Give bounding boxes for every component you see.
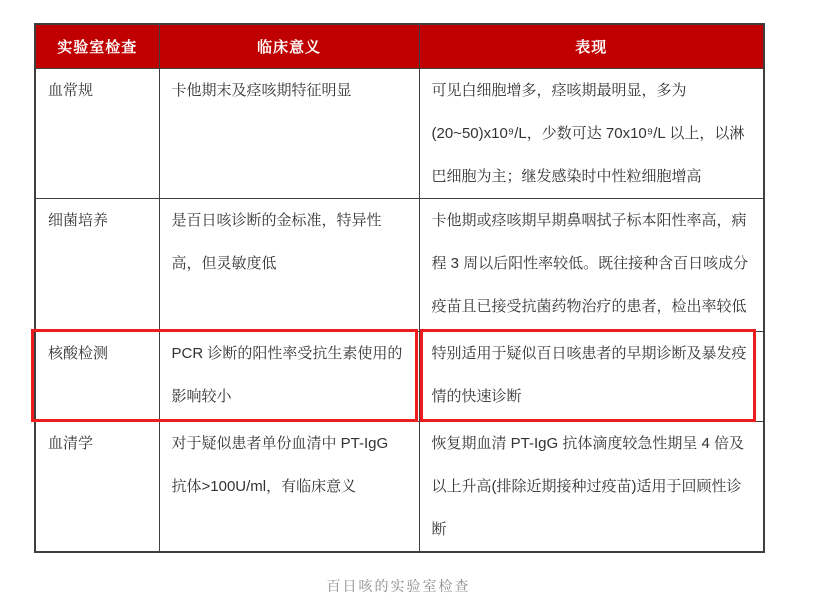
cell-manifestation: 卡他期或痉咳期早期鼻咽拭子标本阳性率高，病程 3 周以后阳性率较低。既往接种含百日咳成分疫苗且已接受抗菌药物治疗的患者，检出率较低: [419, 198, 764, 331]
header-cell-lab-test: 实验室检查: [35, 24, 159, 68]
cell-significance: 是百日咳诊断的金标准，特异性高，但灵敏度低: [159, 198, 419, 331]
header-row: [35, 24, 764, 68]
table-row: [35, 68, 764, 198]
table-row-highlighted: [35, 331, 764, 421]
cell-test-name: 核酸检测: [35, 331, 159, 421]
table-row: [35, 421, 764, 552]
cell-manifestation: 恢复期血清 PT-IgG 抗体滴度较急性期呈 4 倍及以上升高(排除近期接种过疫苗)适用于回顾性诊断: [419, 421, 764, 552]
header-cell-manifestation: 表现: [419, 24, 764, 68]
header-cell-clinical-significance: 临床意义: [159, 24, 419, 68]
table-caption: 百日咳的实验室检查: [326, 578, 471, 594]
cell-significance: 卡他期末及痉咳期特征明显: [159, 68, 419, 198]
cell-test-name: 血清学: [35, 421, 159, 552]
cell-manifestation: 特别适用于疑似百日咳患者的早期诊断及暴发疫情的快速诊断: [419, 331, 764, 421]
cell-test-name: 血常规: [35, 68, 159, 198]
cell-manifestation: 可见白细胞增多，痉咳期最明显，多为(20~50)x10⁹/L，少数可达 70x10⁹/L 以上，以淋巴细胞为主；继发感染时中性粒细胞增高: [419, 68, 764, 198]
lab-tests-table: [34, 23, 765, 553]
cell-significance: 对于疑似患者单份血清中 PT-IgG 抗体>100U/ml，有临床意义: [159, 421, 419, 552]
cell-significance: PCR 诊断的阳性率受抗生素使用的影响较小: [159, 331, 419, 421]
cell-test-name: 细菌培养: [35, 198, 159, 331]
table-row: [35, 198, 764, 331]
